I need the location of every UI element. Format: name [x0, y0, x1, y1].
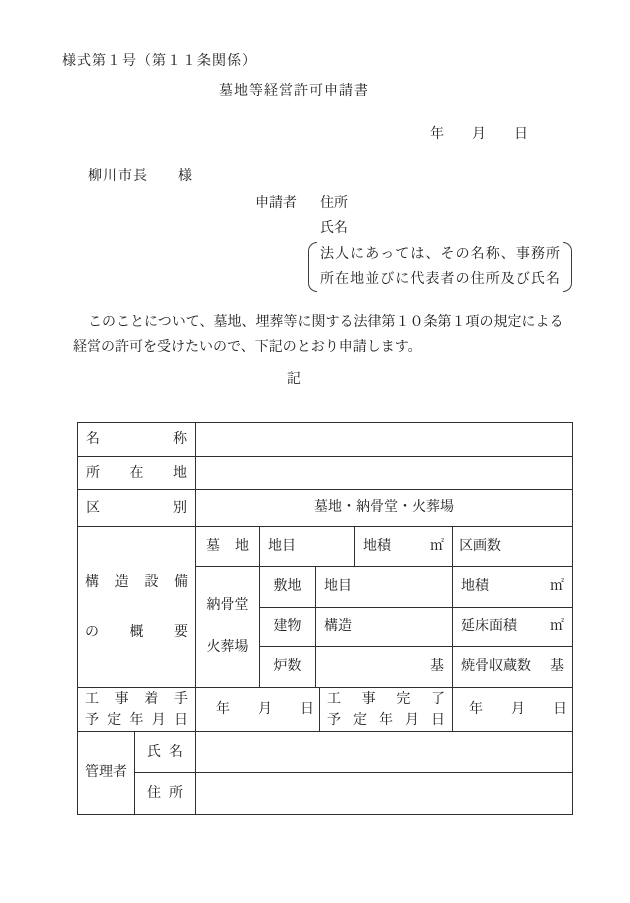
construction-end-date-cell: 年 月 日: [453, 688, 573, 732]
nobeyuka-unit: ㎡: [550, 619, 565, 634]
nokotsudo-kasoba-label-cell: [196, 567, 260, 688]
category-label-cell: [78, 490, 196, 527]
manager-address-label-cell: [135, 773, 196, 815]
corporate-note-line2: 所 在 地 並 び に 代 表 者 の 住 所 及 び 氏 名: [320, 272, 560, 287]
corporate-note: [308, 242, 572, 292]
shikichi-chiseki-unit: ㎡: [550, 579, 565, 594]
applicant-address-label: 住所: [320, 196, 348, 211]
structure-overview-line2: の 概 要: [85, 624, 188, 640]
corporate-note-line1: 法 人 に あ っ て は 、 そ の 名 称 、 事 務 所: [320, 247, 560, 262]
tatemono-label-cell: 建物: [260, 608, 316, 647]
manager-address-label: 住 所: [147, 786, 183, 801]
rosu-label-cell: 炉数: [260, 647, 316, 688]
manager-address-value-cell: [196, 773, 573, 815]
shikichi-chiseki-label: 地積: [461, 579, 489, 594]
nokotsudo-label: 納骨堂: [206, 598, 249, 613]
corporate-note-text: [320, 242, 560, 292]
bochi-kukaku-cell: 区画数: [453, 527, 573, 567]
construction-end-label-cell: [320, 688, 453, 732]
construction-start-line1: 工 事 着 手: [85, 691, 188, 707]
construction-end-line2: 予 定 年 月 日: [327, 712, 445, 728]
body-line2: 経営の許可を受けたいので、下記のとおり申請します。: [73, 340, 422, 355]
body-line1: このことについて、墓地、埋葬等に関する法律第１０条第１項の規定による: [88, 315, 564, 330]
applicant-label: 申請者: [255, 196, 297, 211]
structure-overview-label-cell: [78, 527, 196, 688]
manager-name-value-cell: [196, 732, 573, 773]
nobeyuka-menseki-cell: [453, 608, 573, 647]
date-line: 年 月 日: [430, 127, 528, 142]
name-label: 名 称: [86, 432, 187, 447]
application-table: [77, 422, 573, 815]
manager-label-cell: 管理者: [78, 732, 135, 815]
shikichi-chimoku-cell: 地目: [316, 567, 453, 608]
bochi-chiseki-unit: ㎡: [430, 538, 444, 554]
construction-start-date-cell: 年 月 日: [196, 688, 320, 732]
category-label: 区 別: [86, 500, 187, 516]
applicant-name-label: 氏名: [320, 221, 348, 236]
shokotsu-label: 焼骨収蔵数: [461, 659, 531, 674]
kasoba-label: 火葬場: [206, 640, 249, 655]
location-label-cell: [78, 457, 196, 490]
shikichi-chiseki-cell: [453, 567, 573, 608]
body-paragraph: [73, 310, 564, 360]
tatemono-kozo-cell: 構造: [316, 608, 453, 647]
construction-start-label-cell: [78, 688, 196, 732]
left-bracket-icon: [308, 242, 317, 292]
name-value-cell: [196, 423, 573, 457]
location-value-cell: [196, 457, 573, 490]
bochi-chiseki-cell: [355, 527, 453, 567]
record-mark: 記: [287, 372, 301, 387]
manager-name-label: 氏 名: [147, 744, 183, 760]
construction-start-line2: 予 定 年 月 日: [85, 712, 188, 728]
shikichi-label-cell: 敷地: [260, 567, 316, 608]
category-value-cell: 墓地・納骨堂・火葬場: [196, 490, 573, 527]
right-bracket-icon: [563, 242, 572, 292]
structure-overview-line1: 構 造 設 備: [85, 574, 188, 590]
applicant-block: [255, 191, 630, 292]
construction-end-line1: 工 事 完 了: [327, 691, 445, 707]
bochi-chiseki-label: 地積: [363, 538, 391, 554]
rosu-value-cell: 基: [316, 647, 453, 688]
form-number: 様式第１号（第１１条関係）: [62, 54, 257, 69]
document-title: 墓地等経営許可申請書: [219, 84, 369, 99]
name-label-cell: [78, 423, 196, 457]
shokotsu-shuzo-cell: [453, 647, 573, 688]
manager-name-label-cell: [135, 732, 196, 773]
addressee: 柳川市長 様: [88, 169, 193, 184]
bochi-chimoku-cell: 地目: [260, 527, 355, 567]
location-label: 所 在 地: [86, 465, 187, 481]
bochi-label: 墓 地: [206, 539, 249, 554]
nobeyuka-label: 延床面積: [461, 619, 517, 634]
bochi-label-cell: [196, 527, 260, 567]
applicant-fields: [320, 191, 572, 292]
shokotsu-unit: 基: [550, 659, 565, 674]
